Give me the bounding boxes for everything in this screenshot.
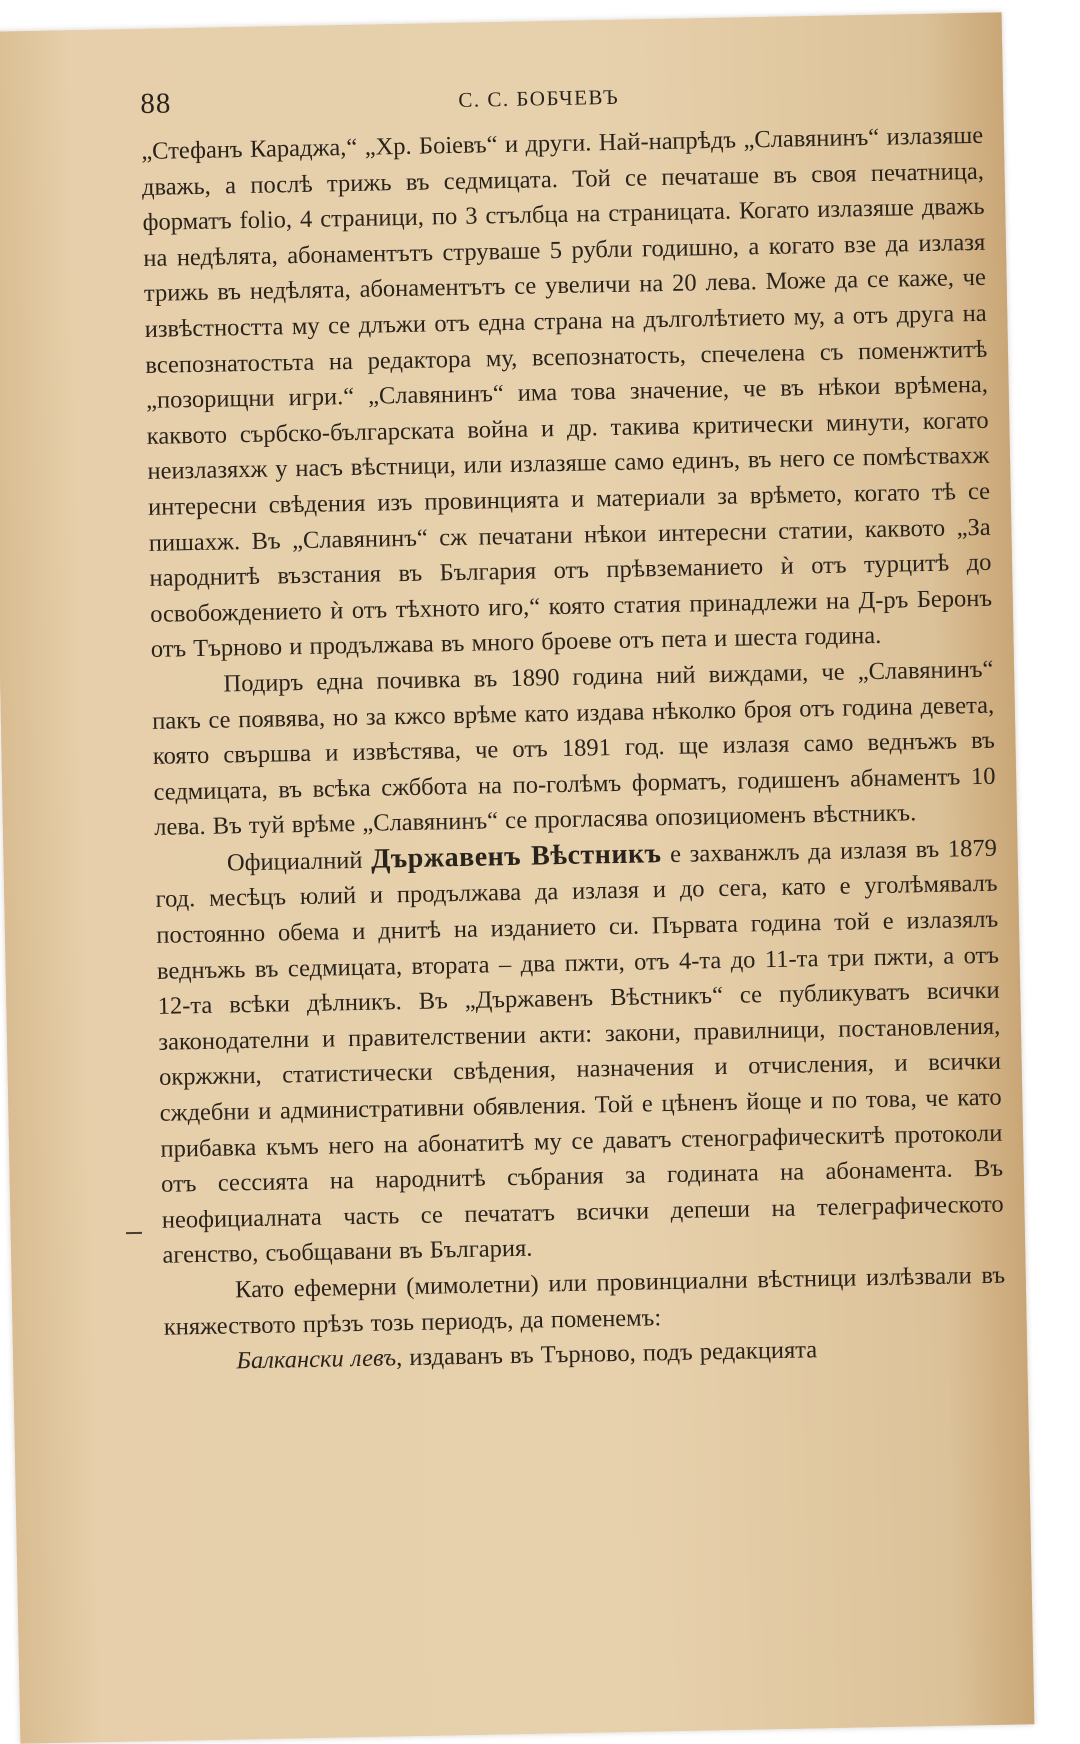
margin-dash-mark	[126, 1232, 142, 1234]
page-content	[140, 68, 1007, 1381]
newspaper-title-bold: Държавенъ Вѣстникъ	[370, 838, 662, 875]
running-head-author: С. С. БОБЧЕВЪ	[458, 84, 620, 112]
paragraph-slavyanin-1890: Подиръ една почивка въ 1890 година ний виждами, че „Славянинъ“ пакъ се появява, но за кжсо врѣме като издава нѣколко броя отъ година девета, която свършва и извѣстява, че отъ 1891 год. ще излазя само веднъжъ въ седмицата, въ всѣка сжббота на по-голѣмъ форматъ, годишенъ абнаментъ 10 лева. Въ туй врѣме „Славянинъ“ се прогласява опозициоменъ вѣстникъ.	[151, 655, 996, 842]
paragraph-ephemeral-newspapers: Като ефемерни (мимолетни) или провинциални вѣстници излѣзвали въ княжеството прѣзъ тозь периодъ, да поменемъ:	[163, 1261, 1006, 1341]
paragraph-lead-text: Официалний	[226, 846, 372, 877]
paragraph-tail-text: , издаванъ въ Търново, подъ редакцията	[395, 1336, 818, 1372]
newspaper-title-italic: Балкански левъ	[236, 1344, 397, 1375]
paragraph-body-text: е захванжлъ да излазя въ 1879 год. месѣцъ юлий и продължава да излазя и до сега, като е уголѣмявалъ постоянно обема и днитѣ на изданието си. Първата година той е излазялъ веднъжь въ седмицата, втората – два пжти, отъ 4-та до 11-та три пжти, а отъ 12-та всѣки дѣлникъ. Въ „Държавенъ Вѣстникъ“ се публикуватъ всички законодателни и правителствении акти: закони, правилници, постановления, окржжни, статистически свѣдения, назначения и отчисления, и всички сждебни и административни обявления. Той е цѣненъ йоще и по това, че като прибавка къмъ него на абонатитѣ му се даватъ стенографическитѣ протоколи отъ сессията на народнитѣ събрания за годината на абонамента. Въ неофициалната часть се печататъ всички депеши на телеграфическото агенство, съобщавани въ България.	[155, 834, 1004, 1270]
page-number: 88	[140, 87, 172, 120]
paragraph-slavyanin-history: „Стефанъ Караджа,“ „Хр. Боiевъ“ и други. Най-напрѣдъ „Славянинъ“ излазяше дважь, а послѣ трижь въ седмицата. Той се печаташе въ своя печатница, форматъ folio, 4 страници, по 3 стълбца на страницата. Когато излазяше дважь на недѣлята, абонаментътъ струваше 5 рубли годишно, а когато взе да излазя трижь въ недѣлята, абонаментътъ се увеличи на 20 лева. Може да се каже, че извѣстността му се длъжи отъ една страна на дълголѣтието му, а отъ друга на всепознатостьта на редактора му, всепознатость, спечелена съ поменжтитѣ „позорищни игри.“ „Славянинъ“ има това значение, че въ нѣкои врѣмена, каквото сърбско-българската война и др. такива критически минути, когато неизлазяхж у насъ вѣстници, или излазяше само единъ, въ него се помѣствахж интересни свѣдения изъ провинцията и материали за врѣмето, когато тѣ се пишахж. Въ „Славянинъ“ сж печатани нѣкои интересни статии, каквото „За народнитѣ възстания въ България отъ прѣвземанието ѝ отъ турцитѣ до освобождението ѝ отъ тѣхното иго,“ която статия принадлежи на Д-ръ Беронъ отъ Търново и продължава въ много броеве отъ пета и шеста година.	[141, 121, 993, 664]
paragraph-darzhaven-vestnik	[155, 830, 1005, 1274]
